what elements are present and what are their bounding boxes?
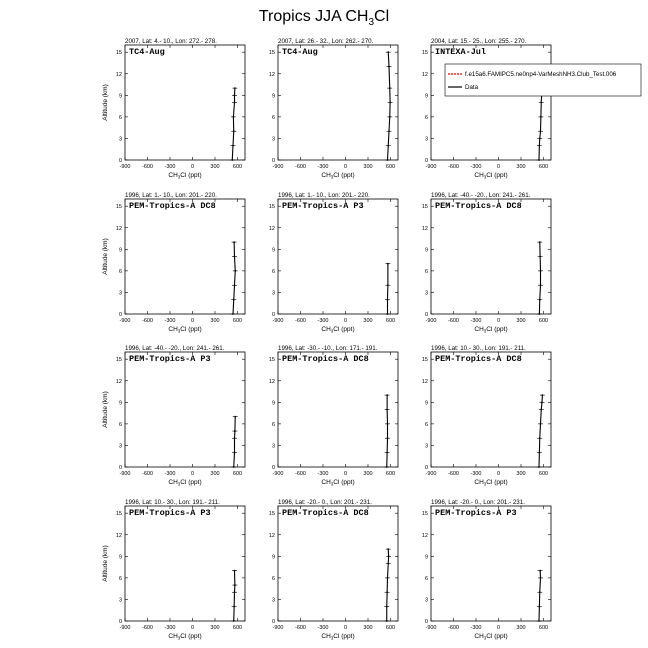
panel [102, 499, 245, 641]
data-series-line [539, 242, 540, 314]
x-tick-label: 600 [232, 625, 243, 631]
panel [422, 192, 551, 334]
x-tick-label: 0 [190, 164, 195, 170]
data-point [539, 299, 541, 301]
y-tick-label: 0 [424, 158, 428, 164]
y-tick-label: 6 [271, 575, 275, 582]
data-point [234, 284, 236, 286]
panel [269, 499, 398, 641]
data-point [540, 409, 542, 411]
x-tick-label: -600 [447, 471, 460, 477]
x-tick-label: 300 [363, 625, 373, 631]
y-tick-label: 9 [271, 93, 275, 100]
x-tick-label: 300 [363, 471, 373, 477]
x-tick-label: 600 [538, 164, 549, 170]
x-axis-label: $CH_3Cl$ (ppt) [168, 633, 202, 641]
data-point [233, 620, 235, 622]
y-tick-label: 15 [115, 204, 122, 211]
panel-frame [278, 352, 398, 467]
x-tick-label: -600 [294, 625, 307, 631]
x-tick-label: -300 [470, 471, 482, 477]
data-point [386, 452, 388, 454]
x-tick-label: -900 [425, 471, 437, 477]
y-tick-label: 6 [118, 421, 122, 428]
y-tick-label: 6 [271, 421, 275, 428]
x-tick-label: -900 [119, 471, 131, 477]
y-tick-label: 12 [115, 225, 122, 232]
y-tick-label: 6 [424, 575, 428, 582]
campaign-label: PEM-Tropics-A P3 [129, 508, 211, 518]
data-point [234, 591, 236, 593]
data-point [539, 241, 541, 243]
y-tick-label: 3 [118, 136, 122, 143]
y-tick-label: 0 [118, 158, 122, 164]
data-series-line [539, 395, 542, 467]
x-axis-label: $CH_3Cl$ (ppt) [321, 479, 355, 487]
campaign-label: PEM-Tropics-A P3 [129, 354, 211, 364]
y-tick-label: 12 [268, 71, 275, 78]
y-tick-label: 9 [118, 93, 122, 100]
data-series-line [387, 549, 389, 621]
x-tick-label: 0 [190, 471, 195, 477]
data-point [232, 313, 234, 315]
x-tick-label: 0 [343, 625, 348, 631]
campaign-label: PEM-Tropics-A DC8 [129, 201, 216, 211]
legend-box [445, 64, 641, 96]
y-axis-label: Altitude (km) [102, 238, 109, 275]
y-tick-label: 15 [421, 357, 428, 364]
data-series-line [388, 52, 391, 160]
y-tick-label: 3 [424, 136, 428, 143]
x-tick-label: -600 [141, 471, 154, 477]
y-tick-label: 15 [421, 204, 428, 211]
x-axis-label: $CH_3Cl$ (ppt) [474, 326, 508, 334]
panel [422, 38, 641, 180]
x-tick-label: 600 [385, 471, 396, 477]
x-axis-label: $CH_3Cl$ (ppt) [168, 479, 202, 487]
data-point [538, 145, 540, 147]
panel [102, 192, 245, 334]
x-tick-label: -300 [164, 164, 176, 170]
data-point [387, 577, 389, 579]
data-point [386, 591, 388, 593]
panel-header: 2007, Lat: 26.- 32., Lon: 262.- 270. [278, 38, 374, 45]
panel-header: 1996, Lat: 1.- 10., Lon: 201.- 220. [125, 192, 217, 199]
data-point [387, 437, 389, 439]
y-tick-label: 15 [115, 357, 122, 364]
data-point [234, 256, 236, 258]
y-tick-label: 6 [271, 268, 275, 275]
y-tick-label: 3 [424, 597, 428, 604]
campaign-label: PEM-Tropics-A DC8 [282, 508, 369, 518]
data-point [387, 145, 389, 147]
panel-header: 1996, Lat: -30.- -10., Lon: 171.- 191. [278, 345, 378, 352]
panel-frame [125, 352, 245, 467]
x-tick-label: 300 [516, 318, 526, 324]
x-tick-label: -900 [425, 318, 437, 324]
x-tick-label: 300 [516, 471, 526, 477]
x-tick-label: 0 [343, 318, 348, 324]
x-tick-label: 300 [210, 625, 220, 631]
y-tick-label: 9 [118, 247, 122, 254]
campaign-label: PEM-Tropics-A DC8 [435, 354, 522, 364]
x-axis-label: $CH_3Cl$ (ppt) [321, 633, 355, 641]
x-tick-label: -600 [294, 471, 307, 477]
y-tick-label: 15 [421, 511, 428, 518]
y-tick-label: 9 [118, 554, 122, 561]
data-point [387, 299, 389, 301]
data-point [388, 130, 390, 132]
x-tick-label: -900 [272, 471, 284, 477]
panel-frame [125, 199, 245, 314]
x-tick-label: -600 [141, 625, 154, 631]
y-axis-label: Altitude (km) [102, 84, 109, 121]
panel-frame [278, 506, 398, 621]
data-point [540, 102, 542, 104]
y-tick-label: 6 [118, 114, 122, 121]
data-point [387, 563, 389, 565]
y-tick-label: 6 [424, 114, 428, 121]
x-tick-label: 600 [538, 318, 549, 324]
data-point [387, 313, 389, 315]
data-point [539, 570, 541, 572]
panel-frame [278, 199, 398, 314]
data-point [234, 437, 236, 439]
data-point [389, 87, 391, 89]
data-point [234, 584, 236, 586]
x-tick-label: -900 [119, 318, 131, 324]
data-point [233, 299, 235, 301]
figure-title: Tropics JJA $CH_3Cl$ [258, 8, 390, 29]
data-series-line [387, 395, 388, 467]
y-tick-label: 12 [115, 532, 122, 539]
y-tick-label: 15 [268, 50, 275, 57]
y-tick-label: 0 [271, 465, 275, 471]
y-tick-label: 0 [271, 158, 275, 164]
y-tick-label: 3 [271, 597, 275, 604]
data-point [386, 394, 388, 396]
legend-data-label: Data [465, 84, 479, 91]
panel-header: 2007, Lat: 4.- 10., Lon: 272.- 278. [125, 38, 217, 45]
x-tick-label: 600 [232, 318, 243, 324]
y-tick-label: 12 [421, 71, 428, 78]
panel-header: 1996, Lat: 10.- 30., Lon: 191.- 211. [125, 499, 220, 506]
data-series-line [234, 417, 236, 467]
data-point [234, 570, 236, 572]
y-tick-label: 9 [424, 400, 428, 407]
data-point [234, 102, 236, 104]
data-series-line [234, 571, 235, 621]
x-tick-label: 600 [538, 471, 549, 477]
campaign-label: TC4-Aug [129, 47, 165, 57]
y-axis-label: Altitude (km) [102, 545, 109, 582]
data-point [234, 270, 236, 272]
x-tick-label: -900 [119, 164, 131, 170]
y-axis-label: Altitude (km) [102, 391, 109, 428]
y-tick-label: 12 [268, 532, 275, 539]
y-tick-label: 12 [421, 378, 428, 385]
y-tick-label: 9 [118, 400, 122, 407]
campaign-label: INTEXA-Jul [435, 47, 487, 57]
data-point [233, 606, 235, 608]
x-tick-label: 600 [232, 164, 243, 170]
y-tick-label: 15 [268, 357, 275, 364]
x-tick-label: 300 [210, 164, 220, 170]
y-tick-label: 0 [118, 465, 122, 471]
x-axis-label: $CH_3Cl$ (ppt) [168, 172, 202, 180]
data-point [234, 452, 236, 454]
data-point [387, 548, 389, 550]
x-tick-label: 300 [363, 164, 373, 170]
data-point [538, 313, 540, 315]
y-tick-label: 12 [115, 378, 122, 385]
data-point [231, 159, 233, 161]
x-tick-label: 0 [190, 625, 195, 631]
x-tick-label: -600 [447, 164, 460, 170]
y-tick-label: 9 [271, 247, 275, 254]
x-tick-label: -300 [470, 318, 482, 324]
x-tick-label: -600 [294, 318, 307, 324]
y-tick-label: 3 [424, 290, 428, 297]
y-tick-label: 3 [271, 136, 275, 143]
data-point [232, 145, 234, 147]
y-tick-label: 9 [424, 554, 428, 561]
panel-header: 1996, Lat: -20.- 0., Lon: 201.- 231. [278, 499, 372, 506]
panel [422, 499, 551, 641]
data-point [540, 423, 542, 425]
y-tick-label: 15 [268, 204, 275, 211]
panel-header: 1996, Lat: 10.- 30., Lon: 191.- 211. [431, 345, 526, 352]
y-tick-label: 15 [268, 511, 275, 518]
y-tick-label: 12 [268, 225, 275, 232]
x-tick-label: 0 [496, 164, 501, 170]
y-tick-label: 0 [424, 312, 428, 318]
panel-frame [431, 199, 551, 314]
data-point [388, 555, 390, 557]
x-tick-label: -900 [425, 164, 437, 170]
panel-frame [278, 45, 398, 160]
campaign-label: TC4-Aug [282, 47, 318, 57]
x-tick-label: -600 [141, 164, 154, 170]
x-tick-label: 300 [516, 164, 526, 170]
y-tick-label: 6 [271, 114, 275, 121]
x-tick-label: 0 [496, 471, 501, 477]
x-tick-label: 0 [496, 318, 501, 324]
panel [102, 345, 245, 487]
data-point [388, 66, 390, 68]
x-tick-label: -300 [164, 318, 176, 324]
panel [269, 38, 398, 180]
data-series-line [232, 88, 235, 160]
x-axis-label: $CH_3Cl$ (ppt) [321, 326, 355, 334]
y-tick-label: 0 [118, 619, 122, 625]
x-tick-label: -600 [294, 164, 307, 170]
y-tick-label: 3 [118, 290, 122, 297]
x-tick-label: 0 [190, 318, 195, 324]
panel [422, 345, 551, 487]
y-tick-label: 0 [118, 312, 122, 318]
legend-model-label: f.e15a6.FAMIPC5.ne0np4-VarMeshNH3.Club_Test.006 [465, 71, 617, 78]
data-point [386, 409, 388, 411]
x-tick-label: 600 [385, 164, 396, 170]
y-tick-label: 9 [424, 93, 428, 100]
y-tick-label: 0 [271, 312, 275, 318]
x-tick-label: 0 [343, 471, 348, 477]
x-tick-label: -600 [447, 318, 460, 324]
x-tick-label: -300 [317, 625, 329, 631]
campaign-label: PEM-Tropics-A DC8 [282, 354, 369, 364]
data-series-line [539, 88, 542, 160]
data-point [538, 606, 540, 608]
x-tick-label: 600 [385, 318, 396, 324]
y-tick-label: 6 [424, 268, 428, 275]
panel-frame [431, 506, 551, 621]
x-tick-label: -300 [317, 471, 329, 477]
x-tick-label: -900 [425, 625, 437, 631]
x-tick-label: 300 [516, 625, 526, 631]
x-tick-label: -300 [317, 318, 329, 324]
y-tick-label: 6 [118, 575, 122, 582]
x-axis-label: $CH_3Cl$ (ppt) [168, 326, 202, 334]
data-point [387, 159, 389, 161]
data-point [234, 430, 236, 432]
data-point [539, 591, 541, 593]
y-tick-label: 6 [118, 268, 122, 275]
panel [269, 345, 398, 487]
panel-frame [125, 45, 245, 160]
campaign-label: PEM-Tropics-A DC8 [435, 201, 522, 211]
data-series-line [233, 242, 235, 314]
data-point [389, 116, 391, 118]
panel-frame [431, 45, 551, 160]
y-tick-label: 3 [271, 443, 275, 450]
x-tick-label: -600 [447, 625, 460, 631]
x-tick-label: 0 [343, 164, 348, 170]
x-tick-label: -300 [470, 625, 482, 631]
x-tick-label: -300 [164, 471, 176, 477]
panel [102, 38, 245, 180]
x-tick-label: -300 [164, 625, 176, 631]
panel-header: 1996, Lat: -40.- -20., Lon: 241.- 261. [431, 192, 531, 199]
data-point [387, 51, 389, 53]
data-point [539, 437, 541, 439]
x-tick-label: -900 [272, 625, 284, 631]
y-tick-label: 12 [115, 71, 122, 78]
y-tick-label: 9 [271, 400, 275, 407]
x-axis-label: $CH_3Cl$ (ppt) [474, 172, 508, 180]
data-point [387, 263, 389, 265]
data-point [387, 423, 389, 425]
y-tick-label: 6 [424, 421, 428, 428]
y-tick-label: 3 [424, 443, 428, 450]
x-tick-label: 300 [210, 471, 220, 477]
x-tick-label: -900 [119, 625, 131, 631]
x-tick-label: 0 [496, 625, 501, 631]
data-point [538, 466, 540, 468]
y-tick-label: 15 [115, 511, 122, 518]
x-tick-label: -900 [272, 318, 284, 324]
panel-header: 1996, Lat: 1.- 10., Lon: 201.- 220. [278, 192, 370, 199]
panel-header: 1996, Lat: -20.- 0., Lon: 201.- 231. [431, 499, 525, 506]
data-point [538, 620, 540, 622]
y-tick-label: 3 [118, 443, 122, 450]
x-tick-label: 300 [210, 318, 220, 324]
y-tick-label: 3 [271, 290, 275, 297]
campaign-label: PEM-Tropics-A P3 [282, 201, 364, 211]
x-tick-label: -900 [272, 164, 284, 170]
x-axis-label: $CH_3Cl$ (ppt) [321, 172, 355, 180]
y-tick-label: 12 [421, 225, 428, 232]
x-tick-label: 600 [385, 625, 396, 631]
y-tick-label: 0 [271, 619, 275, 625]
data-point [234, 416, 236, 418]
campaign-label: PEM-Tropics-A P3 [435, 508, 517, 518]
data-point [538, 159, 540, 161]
data-point [538, 452, 540, 454]
data-point [232, 116, 234, 118]
data-point [234, 94, 236, 96]
data-point [386, 466, 388, 468]
panel-header: 2004, Lat: 15.- 25., Lon: 255.- 270. [431, 38, 527, 45]
x-tick-label: -600 [141, 318, 154, 324]
panel [269, 192, 398, 334]
data-point [387, 284, 389, 286]
panel-frame [125, 506, 245, 621]
y-tick-label: 12 [268, 378, 275, 385]
panel-header: 1996, Lat: -40.- -20., Lon: 241.- 261. [125, 345, 225, 352]
data-point [389, 102, 391, 104]
y-tick-label: 9 [424, 247, 428, 254]
data-point [540, 130, 542, 132]
data-point [233, 130, 235, 132]
x-tick-label: -300 [317, 164, 329, 170]
y-tick-label: 9 [271, 554, 275, 561]
panel-frame [431, 352, 551, 467]
data-point [386, 620, 388, 622]
data-point [541, 394, 543, 396]
y-tick-label: 0 [424, 619, 428, 625]
x-tick-label: 600 [538, 625, 549, 631]
data-point [540, 284, 542, 286]
y-tick-label: 15 [421, 50, 428, 57]
data-point [233, 466, 235, 468]
x-axis-label: $CH_3Cl$ (ppt) [474, 479, 508, 487]
data-point [540, 270, 542, 272]
data-point [539, 256, 541, 258]
data-point [233, 241, 235, 243]
x-tick-label: 600 [232, 471, 243, 477]
x-axis-label: $CH_3Cl$ (ppt) [474, 633, 508, 641]
y-tick-label: 12 [421, 532, 428, 539]
data-point [539, 138, 541, 140]
x-tick-label: -300 [470, 164, 482, 170]
y-tick-label: 3 [118, 597, 122, 604]
y-tick-label: 0 [424, 465, 428, 471]
data-point [541, 401, 543, 403]
data-point [540, 116, 542, 118]
x-tick-label: 300 [363, 318, 373, 324]
data-point [540, 577, 542, 579]
y-tick-label: 15 [115, 50, 122, 57]
data-point [386, 606, 388, 608]
data-point [234, 87, 236, 89]
